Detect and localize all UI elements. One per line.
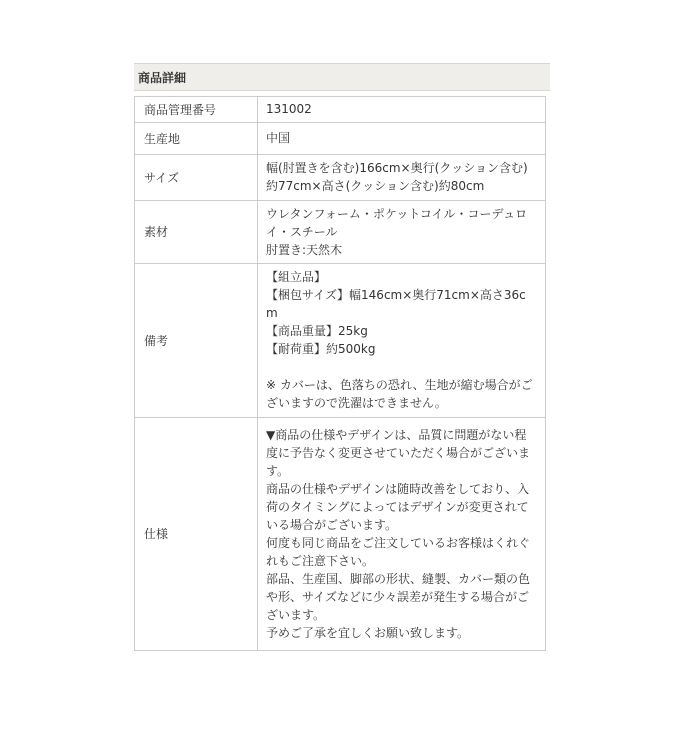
row-value: ウレタンフォーム・ポケットコイル・コーデュロイ・スチール 肘置き:天然木 <box>258 201 546 264</box>
table-row-material <box>135 201 546 264</box>
product-details-section <box>134 63 550 651</box>
table-row-specification <box>135 418 546 651</box>
row-value: 【組立品】 【梱包サイズ】幅146cm×奥行71cm×高さ36cm 【商品重量】25kg 【耐荷重】約500kg ※ カバーは、色落ちの恐れ、生地が縮む場合がございますので洗濯はできません。 <box>258 264 546 418</box>
table-row-product-number <box>135 97 546 123</box>
section-title: 商品詳細 <box>134 63 550 91</box>
row-value: ▼商品の仕様やデザインは、品質に問題がない程度に予告なく変更させていただく場合がございます。 商品の仕様やデザインは随時改善をしており、入荷のタイミングによってはデザインが変更されている場合がございます。 何度も同じ商品をご注文しているお客様はくれぐれもご注意下さい。 部品、生産国、脚部の形状、縫製、カバー類の色や形、サイズなどに少々誤差が発生する場合がございます。 予めご了承を宜しくお願い致します。 <box>258 418 546 651</box>
row-label: 備考 <box>135 264 258 418</box>
table-row-notes <box>135 264 546 418</box>
row-value: 幅(肘置きを含む)166cm×奥行(クッション含む)約77cm×高さ(クッション含む)約80cm <box>258 155 546 201</box>
row-label: サイズ <box>135 155 258 201</box>
row-label: 商品管理番号 <box>135 97 258 123</box>
row-label: 素材 <box>135 201 258 264</box>
spec-table <box>134 96 546 651</box>
row-label: 生産地 <box>135 123 258 155</box>
row-label: 仕様 <box>135 418 258 651</box>
row-value: 131002 <box>258 97 546 123</box>
table-row-size <box>135 155 546 201</box>
table-row-origin <box>135 123 546 155</box>
row-value: 中国 <box>258 123 546 155</box>
